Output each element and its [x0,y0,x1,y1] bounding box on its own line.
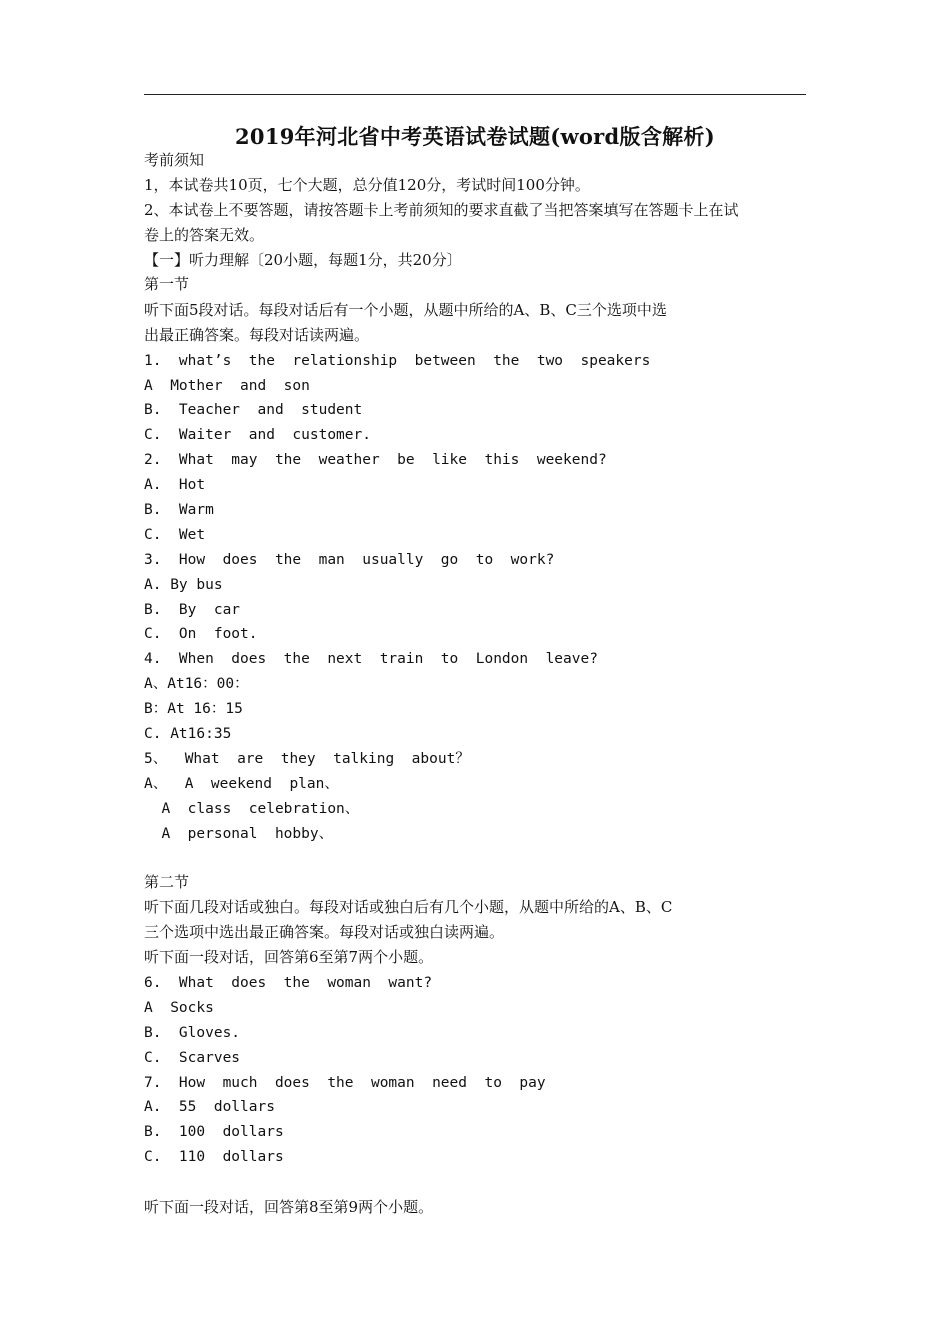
notice-heading: 考前须知 [144,151,205,169]
answer-option: A class celebration、 [144,801,360,817]
page-title: 2019年河北省中考英语试卷试题(word版含解析) [235,124,715,149]
question-text: 3. How does the man usually go to work? [144,552,555,568]
part-instruction: 三个选项中选出最正确答案。每段对话或独白读两遍。 [144,923,505,941]
answer-option: C. On foot. [144,626,258,642]
question-text: 5、 What are they talking about？ [144,751,470,767]
header-rule [144,94,806,95]
answer-option: B：At 16：15 [144,701,243,717]
answer-option: B. Teacher and student [144,402,363,418]
answer-option: B. Gloves. [144,1025,241,1041]
section-heading: 【一】听力理解〔20小题，每题1分，共20分〕 [144,251,462,269]
answer-option: A. By bus [144,577,223,593]
part-instruction: 听下面几段对话或独白。每段对话或独白后有几个小题，从题中所给的A、B、C [144,898,673,916]
question-text: 6. What does the woman want? [144,975,433,991]
answer-option: C. Wet [144,527,206,543]
answer-option: A Mother and son [144,378,310,394]
answer-option: B. By car [144,602,241,618]
answer-option: C. At16:35 [144,726,232,742]
answer-option: A. Hot [144,477,206,493]
question-text: 4. When does the next train to London leave? [144,651,598,667]
question-text: 7. How much does the woman need to pay [144,1075,546,1091]
group-instruction: 听下面一段对话，回答第6至第7两个小题。 [144,948,434,966]
answer-option: C. Waiter and customer. [144,427,371,443]
part-label: 第二节 [144,873,190,891]
answer-option: C. Scarves [144,1050,241,1066]
answer-option: A Socks [144,1000,214,1016]
question-text: 2. What may the weather be like this weekend? [144,452,607,468]
answer-option: A、At16：00： [144,676,249,692]
notice-line: 2、本试卷上不要答题，请按答题卡上考前须知的要求直截了当把答案填写在答题卡上在试 [144,201,739,219]
answer-option: B. Warm [144,502,214,518]
answer-option: C. 110 dollars [144,1149,284,1165]
notice-line: 1，本试卷共10页，七个大题，总分值120分，考试时间100分钟。 [144,176,590,194]
part-instruction: 出最正确答案。每段对话读两遍。 [144,326,370,344]
answer-option: A personal hobby、 [144,826,334,842]
answer-option: B. 100 dollars [144,1124,284,1140]
question-text: 1. what’s the relationship between the two speakers [144,353,651,369]
part-instruction: 听下面5段对话。每段对话后有一个小题，从题中所给的A、B、C三个选项中选 [144,301,667,319]
part-label: 第一节 [144,275,190,293]
group-instruction: 听下面一段对话，回答第8至第9两个小题。 [144,1198,434,1216]
notice-line: 卷上的答案无效。 [144,226,265,244]
answer-option: A、 A weekend plan、 [144,776,339,792]
answer-option: A. 55 dollars [144,1099,275,1115]
